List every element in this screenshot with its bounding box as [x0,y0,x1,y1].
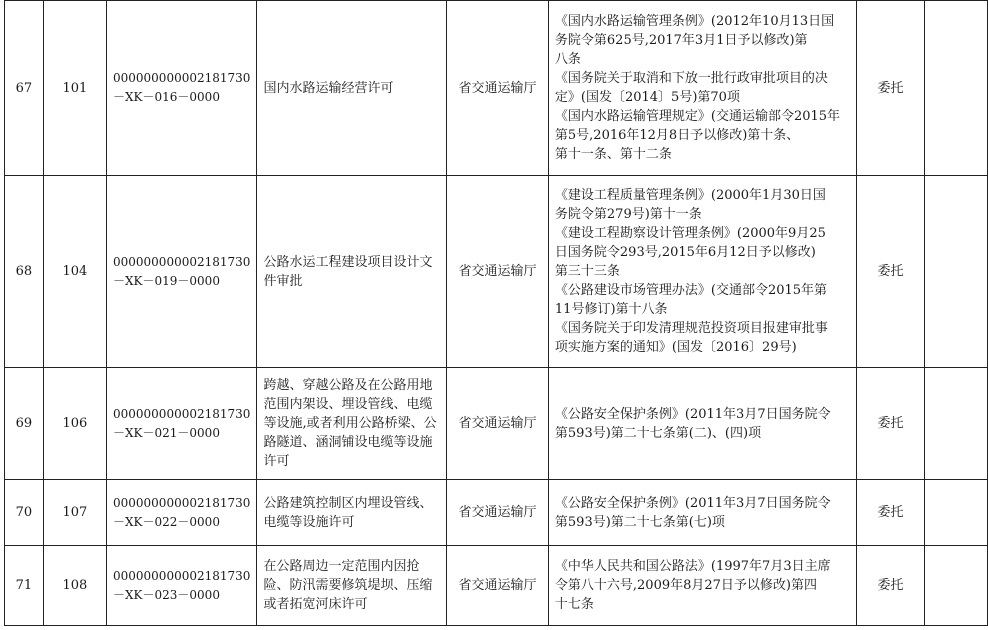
code-cell [107,480,257,546]
basis-line: 《中华人民共和国公路法》(1997年7月3日主席 [554,559,831,574]
department-cell: 省交通运输厅 [447,546,549,626]
item-no-cell: 106 [43,368,106,480]
department-cell: 省交通运输厅 [447,176,549,368]
basis-line: 第三十三条 [554,264,620,279]
extra-cell [925,546,988,626]
basis-line: 第593号)第二十七条第(七)项 [554,514,725,530]
basis-line: 《建设工程勘察设计管理条例》(2000年9月25 [554,226,826,241]
extra-cell [925,480,988,546]
basis-line: 《公路安全保护条例》(2011年3月7日国务院令 [554,495,831,511]
code-cell [107,368,257,480]
code-line: 000000000002181730 [113,71,251,85]
department-cell: 省交通运输厅 [447,480,549,546]
item-no-cell: 107 [43,480,106,546]
basis-line: 《国内水路运输管理条例》(2012年10月13日国 [554,14,835,29]
seq-cell: 67 [5,1,44,176]
basis-line: 《国务院关于印发清理规范投资项目报建审批事 [554,321,828,336]
code-cell [107,176,257,368]
basis-line: 第593号)第二十七条第(二)、(四)项 [554,425,762,441]
code-line: －XK－019－0000 [113,273,220,288]
item-no-cell: 101 [43,1,106,176]
table-row [5,1,988,176]
code-line: 000000000002181730 [113,406,251,421]
basis-line: 《公路建设市场管理办法》(交通部令2015年第 [554,283,828,298]
department-cell: 省交通运输厅 [447,1,549,176]
basis-line: 11号修订)第十八条 [554,302,668,317]
extra-cell [925,176,988,368]
method-cell: 委托 [856,176,925,368]
item-name-cell: 国内水路运输经营许可 [257,1,447,176]
seq-cell: 68 [5,176,44,368]
code-line: 000000000002181730 [113,568,251,583]
extra-cell [925,368,988,480]
code-line: 000000000002181730 [113,254,251,269]
method-cell: 委托 [856,368,925,480]
code-cell [107,1,257,176]
basis-line: 《公路安全保护条例》(2011年3月7日国务院令 [554,406,831,422]
item-table [4,0,988,626]
legal-basis-cell [548,176,856,368]
basis-line: 十七条 [554,597,594,612]
method-cell: 委托 [856,546,925,626]
legal-basis-cell [548,1,856,176]
basis-line: 项实施方案的通知》(国发〔2016〕29号) [554,340,797,355]
item-name-cell: 跨越、穿越公路及在公路用地范围内架设、埋设管线、电缆等设施,或者利用公路桥梁、公路隧道、涵洞铺设电缆等设施许可 [257,368,447,480]
item-no-cell: 108 [43,546,106,626]
basis-line: 日国务院令293号,2015年6月12日予以修改) [554,245,816,260]
item-name-cell: 公路水运工程建设项目设计文件审批 [257,176,447,368]
table-body [5,1,988,626]
table-row [5,546,988,626]
basis-line: 定》(国发〔2014〕5号)第70项 [554,90,740,105]
code-line: －XK－022－0000 [113,514,220,529]
table-row [5,480,988,546]
basis-line: 《国务院关于取消和下放一批行政审批项目的决 [554,71,828,86]
table-row [5,176,988,368]
extra-cell [925,1,988,176]
seq-cell: 69 [5,368,44,480]
code-line: 000000000002181730 [113,495,251,510]
seq-cell: 70 [5,480,44,546]
legal-basis-cell [548,368,856,480]
code-line: －XK－023－0000 [113,587,220,602]
code-line: －XK－016－0000 [113,90,220,104]
code-cell [107,546,257,626]
basis-line: 令第八十六号,2009年8月27日予以修改)第四 [554,578,818,593]
table-row [5,368,988,480]
item-name-cell: 在公路周边一定范围内因抢险、防汛需要修筑堤坝、压缩或者拓宽河床许可 [257,546,447,626]
department-cell: 省交通运输厅 [447,368,549,480]
legal-basis-cell [548,546,856,626]
item-name-cell: 公路建筑控制区内埋设管线、电缆等设施许可 [257,480,447,546]
seq-cell: 71 [5,546,44,626]
legal-basis-cell [548,480,856,546]
basis-line: 《国内水路运输管理规定》(交通运输部令2015年 [554,109,841,124]
basis-line: 第十一条、第十二条 [554,147,672,162]
basis-line: 第5号,2016年12月8日予以修改)第十条、 [554,128,800,143]
method-cell: 委托 [856,480,925,546]
basis-line: 务院令第279号)第十一条 [554,207,702,222]
basis-line: 务院令第625号,2017年3月1日予以修改)第 [554,33,808,48]
basis-line: 《建设工程质量管理条例》(2000年1月30日国 [554,188,826,203]
code-line: －XK－021－0000 [113,425,220,440]
method-cell: 委托 [856,1,925,176]
basis-line: 八条 [554,52,581,67]
item-no-cell: 104 [43,176,106,368]
